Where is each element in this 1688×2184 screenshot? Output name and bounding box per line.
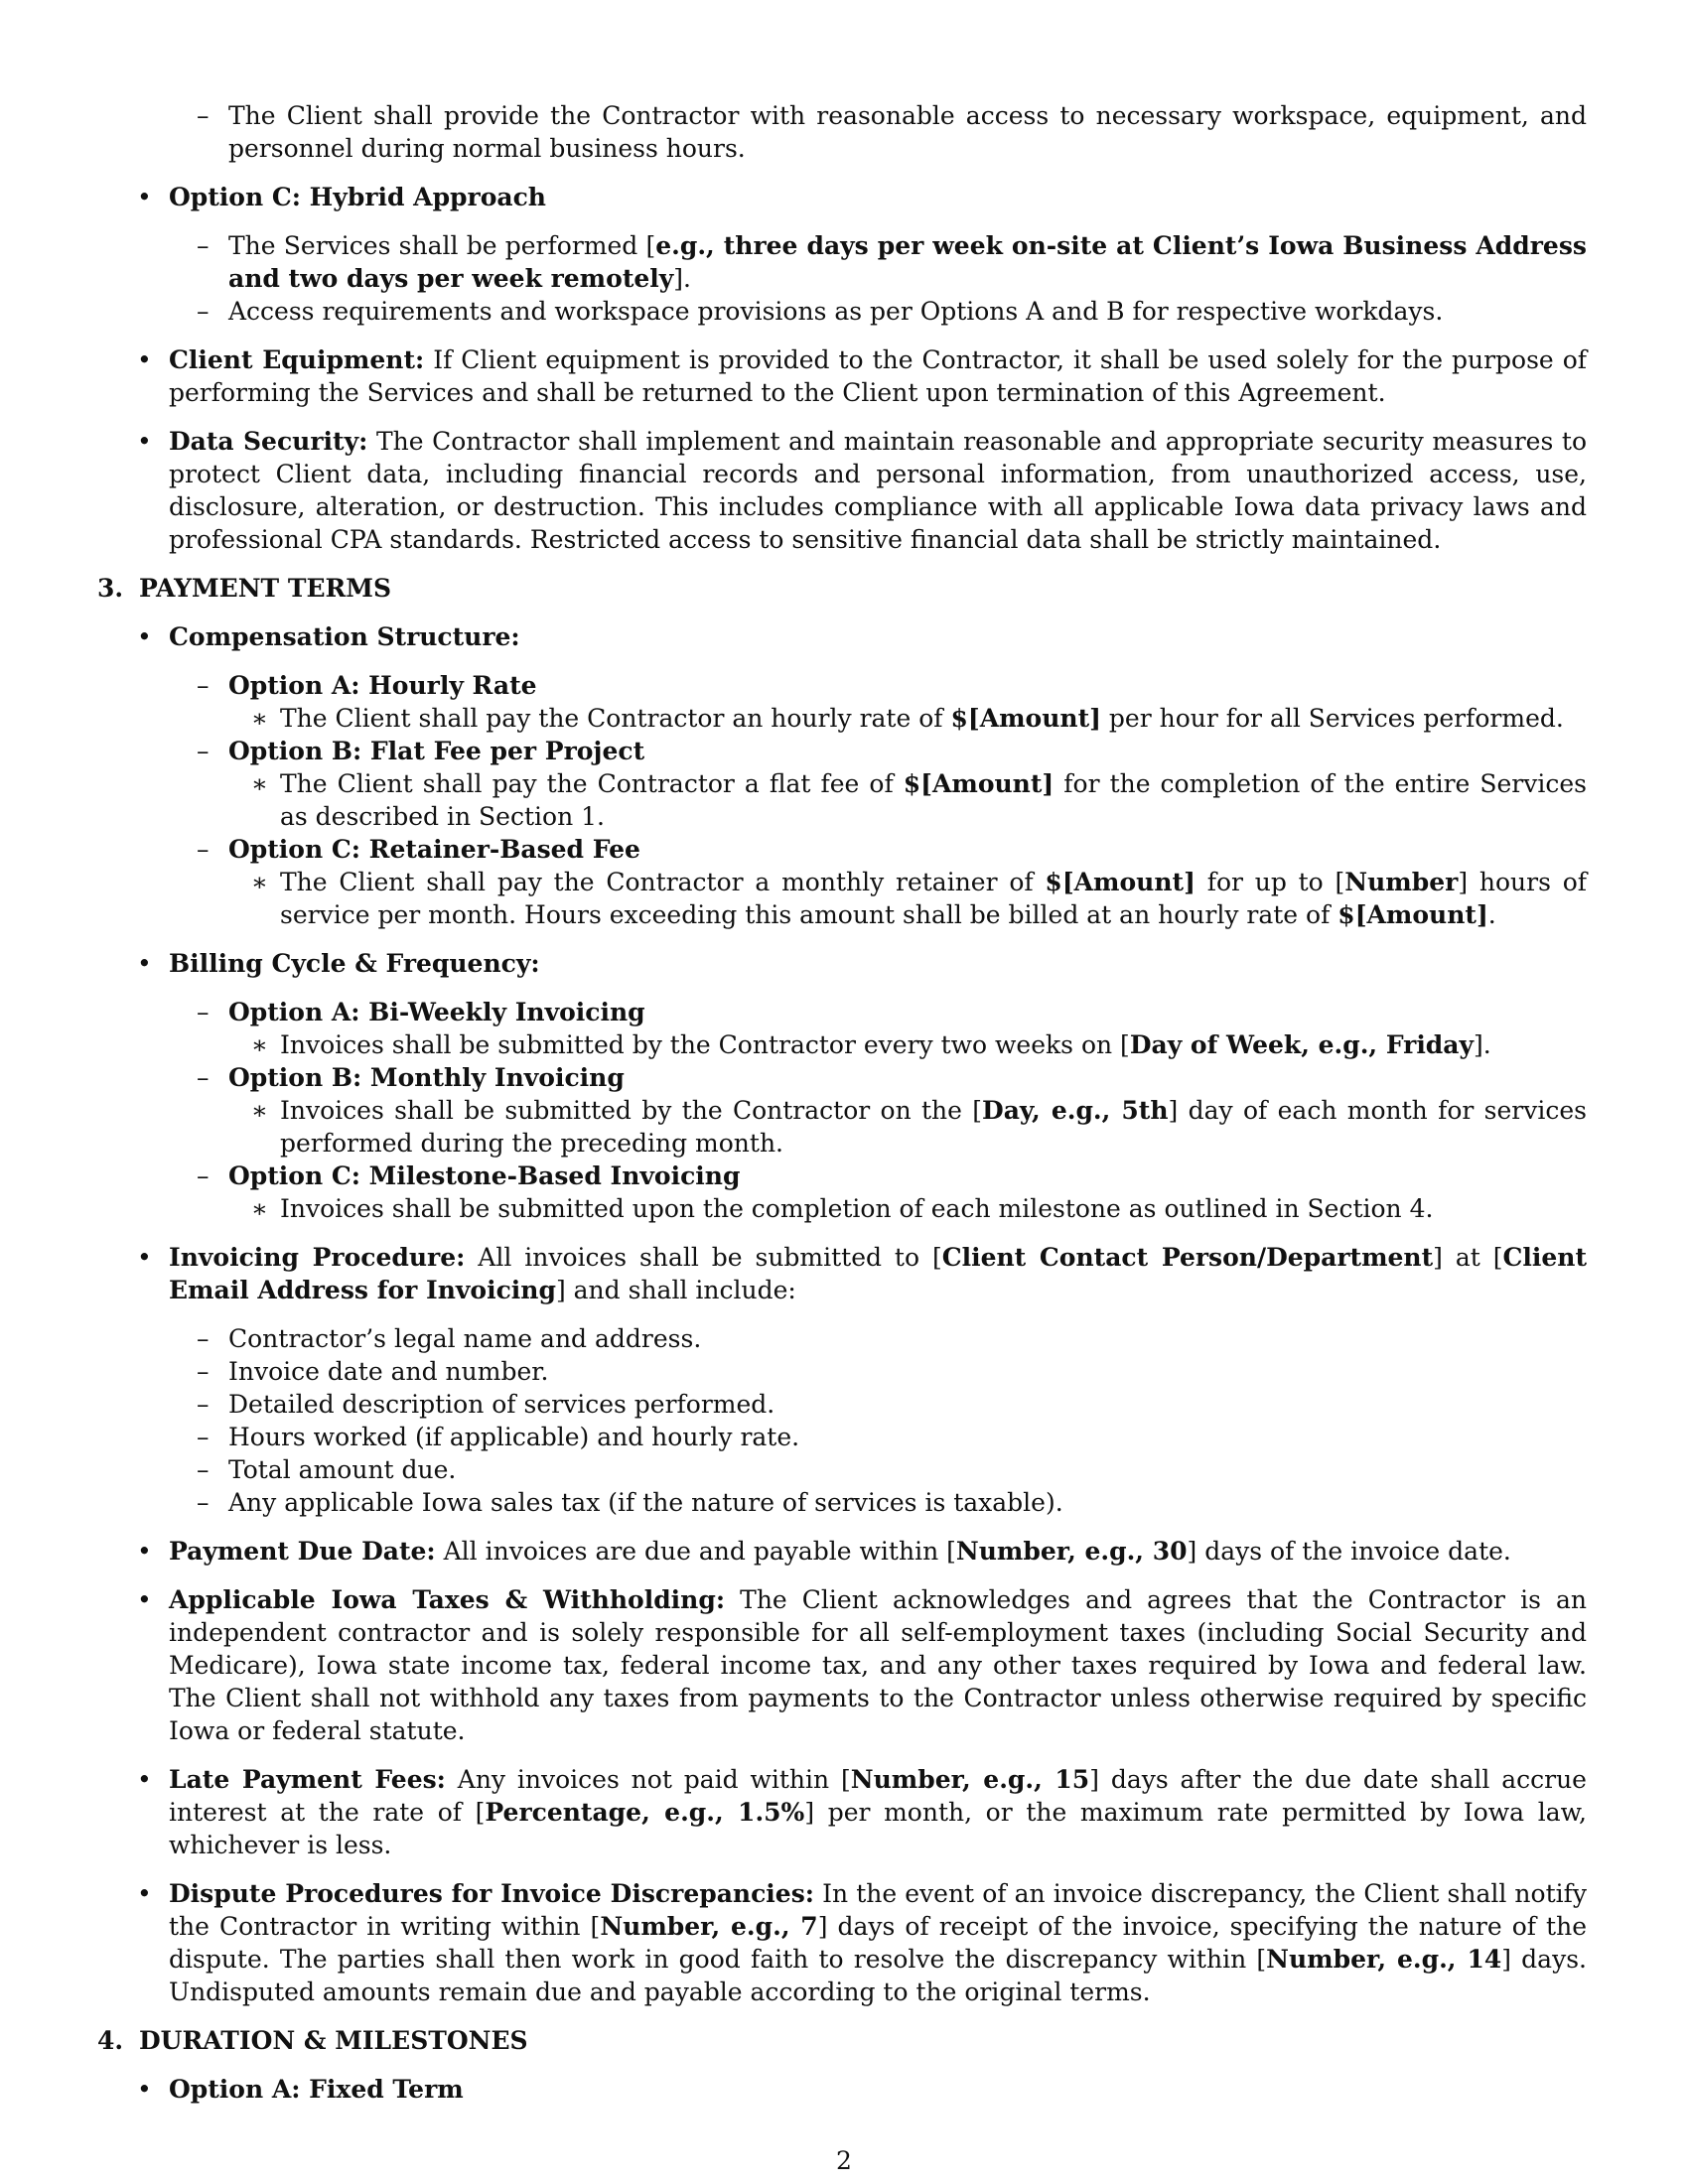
star-marker: ∗ [251, 704, 268, 733]
dash-marker: – [197, 998, 210, 1026]
list-item: – Any applicable Iowa sales tax (if the nature of services is taxable). [197, 1488, 1063, 1517]
data-security-paragraph: • Data Security: The Contractor shall implement and maintain reasonable and appropriate security measures to protect Client data, including financial records and personal information, from unauthorized access, use, disclosure, alteration, or destruction. This includes compliance with all applicable Iowa data privacy laws and professional CPA standards. Restricted access to sensitive financial data shall be strictly maintained. [137, 427, 1587, 554]
bullet-marker: • [137, 622, 152, 651]
list-item: – Detailed description of services performed. [197, 1390, 775, 1419]
list-item: ∗ Invoices shall be submitted upon the completion of each milestone as outlined in Section 4. [251, 1194, 1434, 1223]
client-equipment-paragraph: • Client Equipment: If Client equipment is provided to the Contractor, it shall be used solely for the purpose of performing the Services and shall be returned to the Client upon termination of this Agreement. [137, 345, 1587, 407]
taxes-paragraph: • Applicable Iowa Taxes & Withholding: The Client acknowledges and agrees that the Contractor is an independent contractor and is solely responsible for all self-employment taxes (including Social Security and Medicare), Iowa state income tax, federal income tax, and any other taxes required by Iowa and federal law. The Client shall not withhold any taxes from payments to the Contractor unless otherwise required by specific Iowa or federal statute. [137, 1585, 1587, 1745]
dash-marker: – [197, 297, 210, 326]
list-item: ∗ The Client shall pay the Contractor a flat fee of $[Amount] for the completion of the entire Services as described in Section 1. [251, 769, 1588, 831]
star-marker: ∗ [251, 868, 268, 896]
dash-marker: – [197, 737, 210, 765]
billing-heading: • Billing Cycle & Frequency: [137, 949, 540, 978]
list-item [97, 99, 1587, 165]
due-date-paragraph: • Payment Due Date: All invoices are due and payable within [Number, e.g., 30] days of the invoice date. [137, 1537, 1511, 1566]
disputes-paragraph: • Dispute Procedures for Invoice Discrepancies: In the event of an invoice discrepancy, the Client shall notify the Contractor in writing within [Number, e.g., 7] days of receipt of the invoice, specifying the nature of the dispute. The parties shall then work in good faith to resolve the discrepancy within [Number, e.g., 14] days. Undisputed amounts remain due and payable according to the original terms. [137, 1879, 1588, 2006]
star-marker: ∗ [251, 1030, 268, 1059]
page-number: 2 [836, 2146, 852, 2175]
star-marker: ∗ [251, 769, 268, 798]
list-item: – Option A: Bi-Weekly Invoicing [197, 998, 645, 1026]
list-item: ∗ Invoices shall be submitted by the Contractor on the [Day, e.g., 5th] day of each month for services performed during the preceding month. [251, 1096, 1587, 1158]
list-item: ∗ The Client shall pay the Contractor a monthly retainer of $[Amount] for up to [Number] hours of service per month. Hours exceeding this amount shall be billed at an hourly rate of $[Amount]. [251, 868, 1587, 929]
option-c-heading: • Option C: Hybrid Approach [137, 183, 546, 211]
bullet-marker: • [137, 1585, 152, 1614]
list-item: – Option B: Monthly Invoicing [197, 1063, 625, 1092]
list-item: ∗ The Client shall pay the Contractor an hourly rate of $[Amount] per hour for all Services performed. [251, 704, 1564, 733]
section-heading-duration: 4. DURATION & MILESTONES [97, 2026, 528, 2055]
list-item: – Option C: Milestone-Based Invoicing [197, 1161, 741, 1190]
bullet-marker: • [137, 1879, 152, 1908]
list-item: – Option B: Flat Fee per Project [197, 737, 645, 765]
star-marker: ∗ [251, 1096, 268, 1125]
list-item: – Option C: Retainer-Based Fee [197, 835, 640, 864]
list-item: – Contractor’s legal name and address. [197, 1324, 702, 1353]
invoice-requirements-list [97, 1322, 1587, 1519]
bullet-marker: • [137, 345, 152, 374]
document-page [97, 99, 1587, 2106]
list-item: – The Services shall be performed [e.g., three days per week on-site at Client’s Iowa Business Address and two days per week remotely]. [197, 231, 1587, 293]
bullet-marker: • [137, 949, 152, 978]
dash-marker: – [197, 671, 210, 700]
fixed-term-heading: • Option A: Fixed Term [137, 2075, 464, 2104]
dash-marker: – [197, 231, 210, 260]
star-marker: ∗ [251, 1194, 268, 1223]
list-item: – Access requirements and workspace provisions as per Options A and B for respective workdays. [197, 297, 1444, 326]
bullet-marker: • [137, 183, 152, 211]
dash-marker: – [197, 835, 210, 864]
list-item: – Option A: Hourly Rate [197, 671, 537, 700]
bullet-marker: • [137, 427, 152, 456]
list-item: – Hours worked (if applicable) and hourly rate. [197, 1423, 800, 1451]
access-item-text: The Client shall provide the Contractor with reasonable access to necessary workspace, equipment, and personnel during normal business hours. [228, 101, 1587, 163]
bullet-marker: • [137, 1243, 152, 1272]
bullet-marker: • [137, 1537, 152, 1566]
bullet-marker: • [137, 2075, 152, 2104]
dash-marker: – [197, 1063, 210, 1092]
list-item: – Invoice date and number. [197, 1357, 549, 1386]
dash-marker: – [197, 101, 210, 130]
list-item: ∗ Invoices shall be submitted by the Contractor every two weeks on [Day of Week, e.g., Friday]. [251, 1030, 1491, 1059]
invoicing-paragraph: • Invoicing Procedure: All invoices shall be submitted to [Client Contact Person/Department] at [Client Email Address for Invoicing] and shall include: [137, 1243, 1587, 1304]
compensation-heading: • Compensation Structure: [137, 622, 520, 651]
late-fees-paragraph: • Late Payment Fees: Any invoices not paid within [Number, e.g., 15] days after the due date shall accrue interest at the rate of [Percentage, e.g., 1.5%] per month, or the maximum rate permitted by Iowa law, whichever is less. [137, 1765, 1588, 1859]
bullet-marker: • [137, 1765, 152, 1794]
section-heading-payment-terms: 3. PAYMENT TERMS [97, 574, 392, 603]
list-item: – Total amount due. [197, 1455, 457, 1484]
dash-marker: – [197, 1161, 210, 1190]
